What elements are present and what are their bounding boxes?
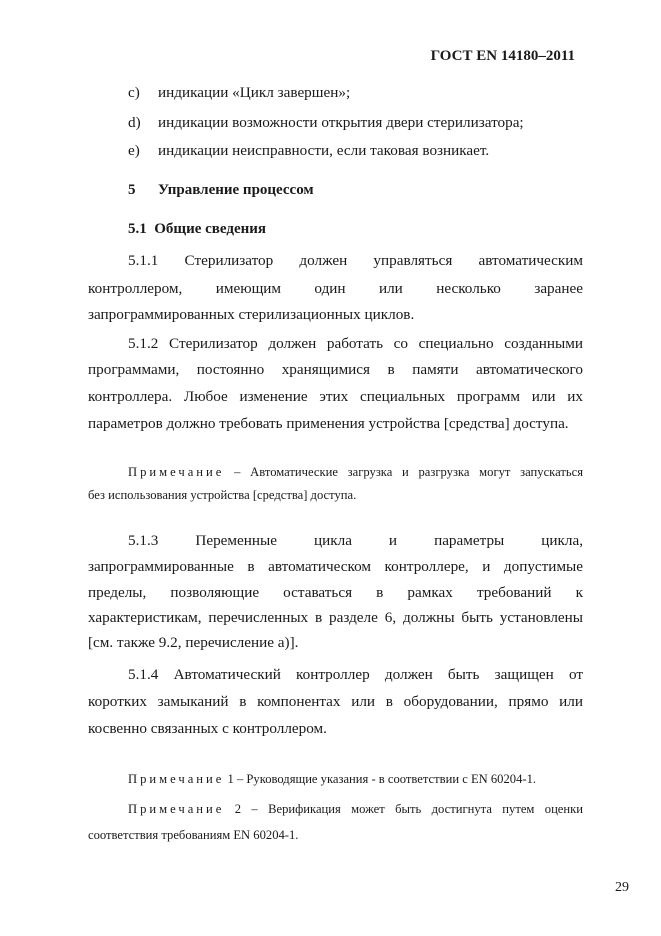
- note-label: Примечание: [128, 465, 225, 479]
- paragraph-line: 5.1.4 Автоматический контроллер должен быть защищен от: [128, 666, 583, 683]
- note-line: без использования устройства [средства] доступа.: [88, 488, 357, 502]
- paragraph-line: 5.1.2 Стерилизатор должен работать со специально созданными: [128, 335, 583, 352]
- paragraph-line: контроллера. Любое изменение этих специальных программ или их: [88, 388, 583, 405]
- note-dash: –: [234, 465, 241, 479]
- note-line: [128, 802, 583, 817]
- paragraph-line: [см. также 9.2, перечисление а)].: [88, 634, 299, 651]
- note-text: 1 – Руководящие указания - в соответствии с EN 60204-1.: [227, 772, 537, 786]
- paragraph-line: параметров должно требовать применения устройства [средства] доступа.: [88, 415, 569, 432]
- paragraph-line: косвенно связанных с контроллером.: [88, 720, 327, 737]
- paragraph-line: коротких замыканий в компонентах или в оборудовании, прямо или: [88, 693, 583, 710]
- subsection-title: Общие сведения: [154, 221, 266, 237]
- note-text: Автоматические загрузка и разгрузка могут запускаться: [250, 465, 583, 479]
- list-letter: c): [128, 84, 140, 101]
- list-text: индикации «Цикл завершен»;: [158, 84, 351, 101]
- paragraph-line: запрограммированные в автоматическом контроллере, и допустимые: [88, 558, 583, 575]
- note-line: [128, 772, 536, 787]
- paragraph-line: запрограммированных стерилизационных циклов.: [88, 306, 415, 323]
- subsection-number: 5.1: [128, 221, 147, 237]
- paragraph-line: контроллером, имеющим один или несколько заранее: [88, 280, 583, 297]
- section-heading: [128, 182, 314, 199]
- note-line: соответствия требованиям EN 60204-1.: [88, 828, 299, 842]
- paragraph-line: пределы, позволяющие оставаться в рамках требований к: [88, 584, 583, 601]
- page-header: ГОСТ EN 14180–2011: [430, 48, 575, 64]
- paragraph-line: 5.1.1 Стерилизатор должен управляться автоматическим: [128, 252, 583, 269]
- paragraph-line: 5.1.3 Переменные цикла и параметры цикла,: [128, 532, 583, 549]
- list-item: [128, 142, 489, 160]
- paragraph-line: программами, постоянно хранящимися в памяти автоматического: [88, 361, 583, 378]
- note-text: 2 – Верификация может быть достигнута путем оценки: [234, 802, 583, 816]
- section-number: 5: [128, 182, 136, 198]
- subsection-heading: [128, 221, 266, 238]
- list-letter: d): [128, 114, 141, 131]
- list-item: [128, 84, 350, 102]
- list-text: индикации возможности открытия двери стерилизатора;: [158, 114, 524, 131]
- page-number: 29: [615, 880, 629, 895]
- list-text: индикации неисправности, если таковая возникает.: [158, 142, 490, 159]
- list-item: [128, 114, 524, 132]
- note-label: Примечание: [128, 802, 225, 816]
- list-letter: e): [128, 142, 140, 159]
- note-label: Примечание: [128, 772, 225, 786]
- paragraph-line: характеристикам, перечисленных в разделе 6, должны быть установлены: [88, 609, 583, 626]
- section-title: Управление процессом: [158, 182, 314, 198]
- note-line: [128, 465, 583, 480]
